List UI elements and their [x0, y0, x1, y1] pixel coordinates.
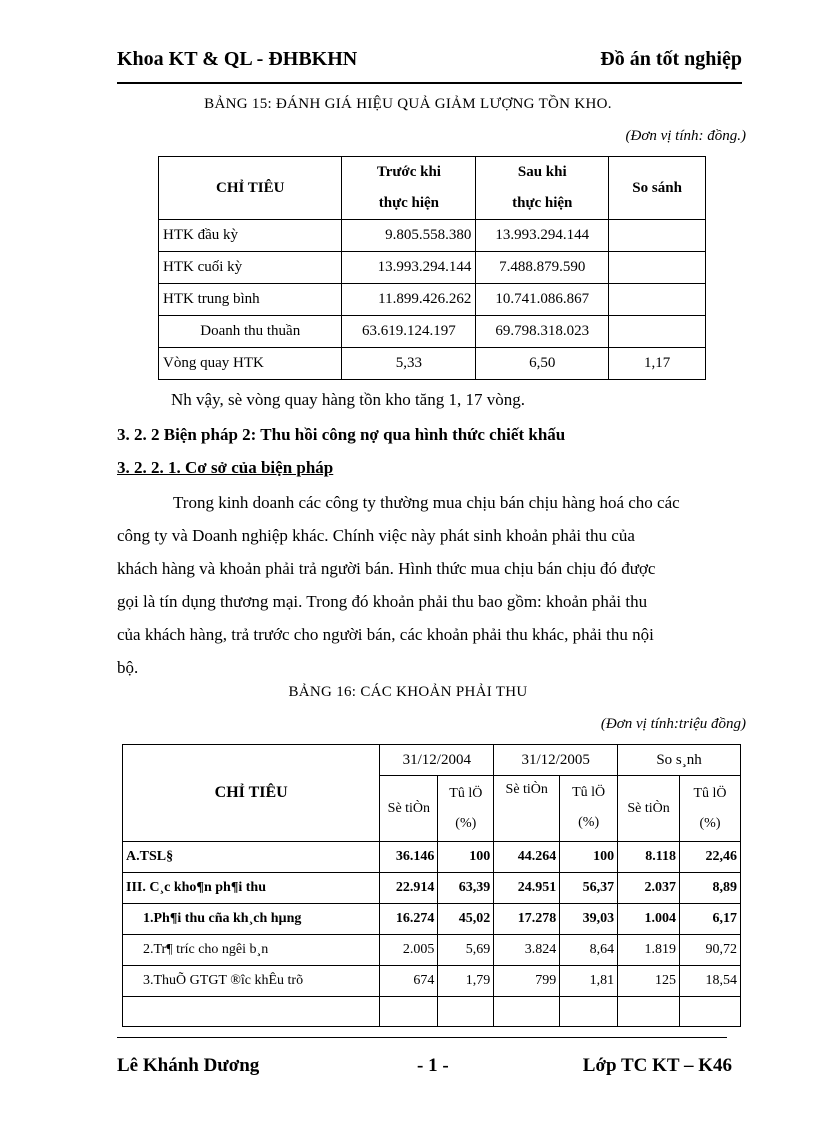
- section-heading: 3. 2. 2 Biện pháp 2: Thu hồi công nợ qua hình thức chiết khấu: [117, 425, 566, 444]
- table16-header-compare: So s¸nh: [618, 745, 741, 776]
- table16-subheader-ratio: Tû lÖ (%): [438, 776, 494, 842]
- table16-header-2004: 31/12/2004: [380, 745, 494, 776]
- table16: [122, 744, 741, 1027]
- table-row-empty: [123, 997, 741, 1027]
- table-row: HTK trung bình 11.899.426.262 10.741.086.867: [159, 284, 706, 316]
- table15-header-after: Sau khi thực hiện: [476, 157, 609, 220]
- table-row: 1.Ph¶i thu cña kh¸ch hµng 16.274 45,02 17.278 39,03 1.004 6,17: [123, 904, 741, 935]
- header-faculty: Khoa KT & QL - ĐHBKHN: [117, 48, 358, 70]
- table16-subheader-amount: Sè tiÒn: [618, 776, 680, 842]
- table16-subheader-ratio: Tû lÖ (%): [560, 776, 618, 842]
- body-paragraph: Trong kinh doanh các công ty thường mua chịu bán chịu hàng hoá cho các công ty và Doanh nghiệp khác. Chính việc này phát sinh khoản phải thu của khách hàng và khoản phải trả người bán. Hình thức mua chịu bán chịu đó được gọi là tín dụng thương mại. Trong đó khoản phải thu bao gồm: khoản phải thu của khách hàng, trả trước cho người bán, các khoản phải thu khác, phải thu nội bộ.: [117, 493, 680, 677]
- footer-divider: [117, 1037, 727, 1038]
- footer-class: Lớp TC KT – K46: [582, 1055, 732, 1076]
- table-row: A.TSL§ 36.146 100 44.264 100 8.118 22,46: [123, 842, 741, 873]
- table-row: HTK đầu kỳ 9.805.558.380 13.993.294.144: [159, 220, 706, 252]
- table-row: Doanh thu thuần 63.619.124.197 69.798.318.023: [159, 316, 706, 348]
- subsection-heading: 3. 2. 2. 1. Cơ sở của biện pháp: [117, 458, 334, 477]
- table-row: 2.Tr¶ tríc cho ngêi b¸n 2.005 5,69 3.824 8,64 1.819 90,72: [123, 935, 741, 966]
- table16-subheader-ratio: Tû lÖ (%): [680, 776, 741, 842]
- footer-author: Lê Khánh Dương: [117, 1055, 260, 1076]
- table15-header-compare: So sánh: [609, 157, 706, 220]
- table-row: Vòng quay HTK 5,33 6,50 1,17: [159, 348, 706, 380]
- table16-unit: (Đơn vị tính:triệu đồng): [600, 716, 746, 732]
- table16-subheader-amount: Sè tiÒn: [494, 776, 560, 842]
- table16-subheader-amount: Sè tiÒn: [380, 776, 438, 842]
- table15-unit: (Đơn vị tính: đồng.): [625, 128, 746, 144]
- table-row: III. C¸c kho¶n ph¶i thu 22.914 63,39 24.951 56,37 2.037 8,89: [123, 873, 741, 904]
- table16-header-criteria: CHỈ TIÊU: [123, 745, 380, 842]
- header-divider: [117, 82, 742, 84]
- table15-header-criteria: CHỈ TIÊU: [159, 157, 342, 220]
- table15-title: BẢNG 15: ĐÁNH GIÁ HIỆU QUẢ GIẢM LƯỢNG TỒN KHO.: [204, 96, 612, 112]
- table15-header-before: Trước khi thực hiện: [342, 157, 476, 220]
- table16-header-2005: 31/12/2005: [494, 745, 618, 776]
- table16-title: BẢNG 16: CÁC KHOẢN PHẢI THU: [288, 684, 528, 700]
- table-row: HTK cuối kỳ 13.993.294.144 7.488.879.590: [159, 252, 706, 284]
- footer-page-number: - 1 -: [417, 1055, 449, 1076]
- header-document-type: Đồ án tốt nghiệp: [600, 48, 742, 70]
- table-row: 3.ThuÕ GTGT ®îc khÊu trõ 674 1,79 799 1,81 125 18,54: [123, 966, 741, 997]
- table15: [158, 156, 706, 380]
- table15-note: Nh vậy, sè vòng quay hàng tồn kho tăng 1, 17 vòng.: [171, 390, 525, 409]
